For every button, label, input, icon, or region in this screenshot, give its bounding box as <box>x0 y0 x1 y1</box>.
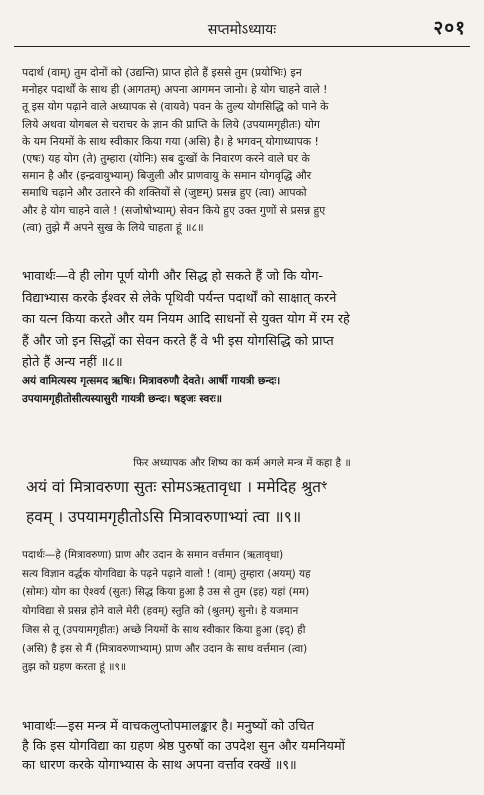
text-line: सत्य विज्ञान वर्द्धक योगविद्या के पढ़ने पढ़ाने वालो ! (वाम्) तुम्हारा (अयम्) यह <box>22 567 311 580</box>
text-line: भावार्थः—वे ही लोग पूर्ण योगी और सिद्ध हो सकते हैं जो कि योग- <box>22 269 324 284</box>
padartha-paragraph-1 <box>22 64 468 236</box>
chapter-title: सप्तमोऽध्यायः <box>207 22 277 38</box>
mantra-verse <box>26 472 468 532</box>
rishi-devata-line <box>22 373 468 408</box>
text-line: पदार्थः—हे (मित्रावरुणा) प्राण और उदान के समान वर्त्तमान (ऋतावृधा) <box>22 549 284 561</box>
text-line: का धारण करके योगाभ्यास के साथ अपना वर्त्ताव रक्खें ॥९॥ <box>22 758 297 773</box>
text-line: (सोमः) योग का ऐश्वर्य (सुतः) सिद्ध किया हुआ है उस से तुम (इह) यहां (मम) <box>22 586 310 599</box>
text-line: तू इस योग पढ़ाने वाले अध्यापक से (वायवे) पवन के तुल्य योगसिद्धि को पाने के <box>22 100 329 114</box>
page-header <box>14 10 470 47</box>
text-line: (असि) है इस से मैं (मित्रावरुणाभ्याम्) प्राण और उदान के साथ वर्त्तमान (त्वा) <box>22 642 308 655</box>
text-line: और हे योग चाहने वाले ! (सजोषोभ्याम्) सेवन किये हुए उक्त गुणों से प्रसन्न हुए <box>22 203 326 217</box>
text-line: (त्वा) तुझे मैं अपने सुख के लिये चाहता हूं ॥८॥ <box>22 220 204 234</box>
bhavartha-paragraph-2 <box>22 717 468 776</box>
text-line: अयं वामित्यस्य गृत्समद ऋषिः। मित्रावरुणौ देवते। आर्षी गायत्री छन्दः। <box>22 375 281 387</box>
padartha-paragraph-2 <box>22 546 468 677</box>
text-line: पदार्थ (वाम्) तुम दोनों को (उद्यन्ति) प्राप्त होते हैं इससे तुम (प्रयोभिः) इन <box>22 66 302 79</box>
text-line: तुझ को ग्रहण करता हूं ॥९॥ <box>22 661 127 674</box>
text-line: (एषः) यह योग (ते) तुम्हारा (योनिः) सब दुःखों के निवारण करने वाले घर के <box>22 152 310 166</box>
text-line: के यम नियमों के साथ स्वीकार किया गया (असि) है। हे भगवन् योगाध्यापक ! <box>22 134 319 148</box>
text-line: होते हैं अन्य नहीं ॥८॥ <box>22 355 123 371</box>
text-line: मनोहर पदार्थों के साथ ही (आगतम्) अपना आगमन जानो। हे योग चाहने वाले ! <box>22 83 328 97</box>
text-line: समान है और (इन्द्रवायुभ्याम्) बिजुली और प्राणवायु के समान योगवृद्धि और <box>22 169 312 183</box>
text-line: लिये अथवा योगबल से चराचर के ज्ञान की प्राप्ति के लिये (उपयामगृहीतः) योग <box>22 117 320 131</box>
mantra-line: अयं वां मित्रावरुणा सुतः सोमऽऋतावृधा । ममेदिह श्रुतꣳ <box>26 478 327 496</box>
text-line: योगविद्या से प्रसन्न होने वाले मेरी (हवम्) स्तुति को (श्रुतम्) सुनो। हे यजमान <box>22 605 299 618</box>
text-line: भावार्थः—इस मन्त्र में वाचकलुप्तोपमालङ्कार है। मनुष्यों को उचित <box>22 719 314 734</box>
text-line: है कि इस योगविद्या का ग्रहण श्रेष्ठ पुरुषों का उपदेश सुन और यमनियमों <box>22 738 345 754</box>
text-line: जिस से तू (उपयामगृहीतः) अच्छे नियमों के साथ स्वीकार किया हुआ (इद्) ही <box>22 623 306 636</box>
bhavartha-paragraph-1 <box>22 266 468 374</box>
text-line: समाधि चढ़ाने और उतारने की शक्तियों से (जुष्टम्) प्रसन्न हुए (त्वा) आपको <box>22 186 307 200</box>
text-line: का यत्न किया करते और यम नियम आदि साधनों से युक्त योग में रम रहे <box>22 312 350 328</box>
mantra-line: हवम् । उपयामगृहीतोऽसि मित्रावरुणाभ्यां त्वा ॥९॥ <box>26 508 302 526</box>
page-number: २०१ <box>433 17 466 39</box>
text-line: उपयामगृहीतोसीत्यस्यासुरी गायत्री छन्दः। षड्जः स्वरः॥ <box>22 392 223 405</box>
mantra-intro: फिर अध्यापक और शिष्य का कर्म अगले मन्त्र में कहा है ॥ <box>133 457 351 469</box>
text-line: हैं और जो इन सिद्धों का सेवन करते हैं वे भी इस योगसिद्धि को प्राप्त <box>22 333 334 349</box>
text-line: विद्याभ्यास करके ईश्वर से लेके पृथिवी पर्यन्त पदार्थों को साक्षात् करने <box>22 290 337 306</box>
